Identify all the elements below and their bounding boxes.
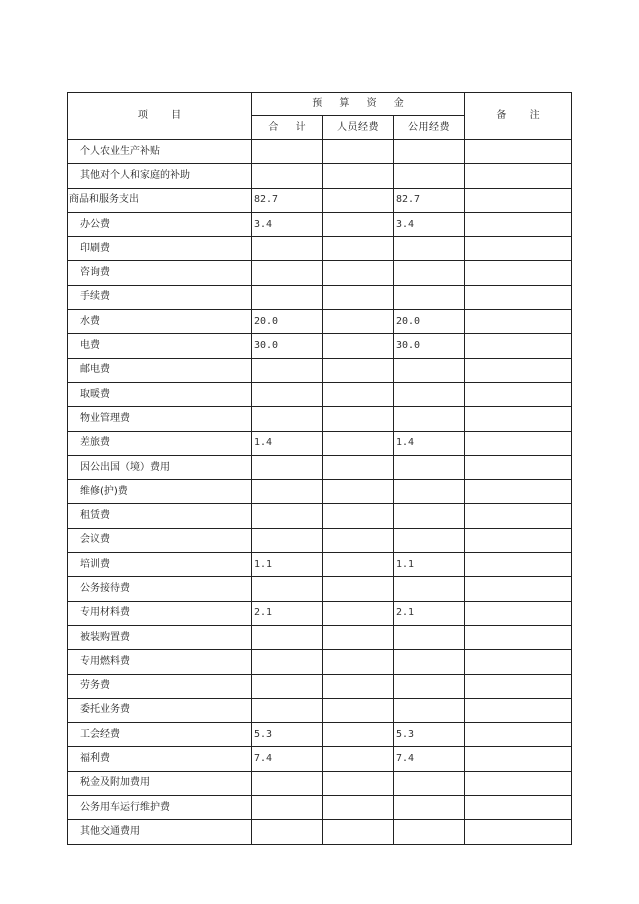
table-row [68,237,572,261]
item-cell: 租赁费 [68,504,252,528]
personnel-cell [323,747,394,771]
table-row [68,310,572,334]
public-cell [394,140,465,164]
total-cell [252,480,323,504]
item-cell: 邮电费 [68,358,252,382]
public-cell: 30.0 [394,334,465,358]
note-cell [465,334,572,358]
item-cell: 咨询费 [68,261,252,285]
personnel-cell [323,164,394,188]
total-cell [252,820,323,844]
total-cell [252,237,323,261]
total-cell [252,650,323,674]
note-cell [465,504,572,528]
personnel-cell [323,358,394,382]
table-row [68,553,572,577]
public-cell [394,261,465,285]
table-row [68,723,572,747]
public-cell [394,796,465,820]
note-cell [465,747,572,771]
item-cell: 维修(护)费 [68,480,252,504]
personnel-cell [323,528,394,552]
table-row [68,164,572,188]
public-cell [394,528,465,552]
note-cell [465,480,572,504]
header-row-1 [68,93,572,116]
table-row [68,261,572,285]
personnel-cell [323,455,394,479]
public-cell [394,237,465,261]
personnel-cell [323,407,394,431]
item-cell: 培训费 [68,553,252,577]
table-row [68,650,572,674]
public-cell: 3.4 [394,212,465,236]
note-cell [465,625,572,649]
table-row [68,382,572,406]
personnel-cell [323,310,394,334]
total-cell: 20.0 [252,310,323,334]
public-cell: 7.4 [394,747,465,771]
note-cell [465,771,572,795]
public-cell [394,820,465,844]
table-row [68,140,572,164]
public-cell [394,164,465,188]
table-row [68,504,572,528]
public-cell [394,577,465,601]
personnel-cell [323,796,394,820]
item-cell: 专用燃料费 [68,650,252,674]
personnel-cell [323,140,394,164]
total-cell: 82.7 [252,188,323,212]
note-cell [465,431,572,455]
header-total: 合 计 [252,116,323,140]
item-cell: 因公出国（境）费用 [68,455,252,479]
header-personnel: 人员经费 [323,116,394,140]
public-cell: 2.1 [394,601,465,625]
item-cell: 被装购置费 [68,625,252,649]
total-cell [252,528,323,552]
note-cell [465,261,572,285]
table-row [68,455,572,479]
table-row [68,796,572,820]
personnel-cell [323,650,394,674]
note-cell [465,140,572,164]
total-cell [252,382,323,406]
note-cell [465,528,572,552]
note-cell [465,164,572,188]
note-cell [465,698,572,722]
total-cell: 1.1 [252,553,323,577]
personnel-cell [323,261,394,285]
total-cell [252,285,323,309]
note-cell [465,188,572,212]
personnel-cell [323,553,394,577]
table-row [68,528,572,552]
note-cell [465,723,572,747]
note-cell [465,237,572,261]
total-cell [252,796,323,820]
total-cell [252,771,323,795]
item-cell: 其他对个人和家庭的补助 [68,164,252,188]
note-cell [465,407,572,431]
table-row [68,188,572,212]
personnel-cell [323,285,394,309]
table-row [68,674,572,698]
table-row [68,407,572,431]
personnel-cell [323,723,394,747]
note-cell [465,382,572,406]
personnel-cell [323,431,394,455]
total-cell [252,577,323,601]
note-cell [465,796,572,820]
total-cell: 3.4 [252,212,323,236]
item-cell: 电费 [68,334,252,358]
public-cell [394,480,465,504]
table-row [68,747,572,771]
public-cell [394,625,465,649]
note-cell [465,358,572,382]
total-cell: 7.4 [252,747,323,771]
total-cell [252,140,323,164]
item-cell: 税金及附加费用 [68,771,252,795]
item-cell: 商品和服务支出 [68,188,252,212]
table-row [68,358,572,382]
item-cell: 个人农业生产补贴 [68,140,252,164]
total-cell: 1.4 [252,431,323,455]
personnel-cell [323,212,394,236]
table-body [68,140,572,845]
public-cell [394,771,465,795]
header-budget-funds: 预 算 资 金 [252,93,465,116]
total-cell: 30.0 [252,334,323,358]
item-cell: 取暖费 [68,382,252,406]
note-cell [465,212,572,236]
item-cell: 办公费 [68,212,252,236]
total-cell [252,674,323,698]
personnel-cell [323,601,394,625]
table-row [68,771,572,795]
public-cell [394,455,465,479]
table-row [68,285,572,309]
header-public: 公用经费 [394,116,465,140]
personnel-cell [323,625,394,649]
public-cell [394,382,465,406]
personnel-cell [323,577,394,601]
table-row [68,334,572,358]
personnel-cell [323,698,394,722]
table-row [68,431,572,455]
note-cell [465,553,572,577]
item-cell: 差旅费 [68,431,252,455]
table-row [68,820,572,844]
item-cell: 手续费 [68,285,252,309]
total-cell [252,698,323,722]
item-cell: 公务用车运行维护费 [68,796,252,820]
table-row [68,480,572,504]
budget-table [67,92,572,845]
item-cell: 委托业务费 [68,698,252,722]
public-cell [394,650,465,674]
note-cell [465,674,572,698]
public-cell [394,285,465,309]
note-cell [465,577,572,601]
table-row [68,577,572,601]
total-cell: 2.1 [252,601,323,625]
item-cell: 专用材料费 [68,601,252,625]
note-cell [465,820,572,844]
total-cell [252,261,323,285]
table-row [68,212,572,236]
personnel-cell [323,820,394,844]
public-cell [394,698,465,722]
public-cell: 1.4 [394,431,465,455]
header-item: 项 目 [68,93,252,140]
total-cell [252,625,323,649]
item-cell: 会议费 [68,528,252,552]
public-cell [394,358,465,382]
note-cell [465,310,572,334]
table-row [68,698,572,722]
personnel-cell [323,382,394,406]
personnel-cell [323,504,394,528]
public-cell: 20.0 [394,310,465,334]
public-cell: 82.7 [394,188,465,212]
total-cell [252,407,323,431]
note-cell [465,601,572,625]
note-cell [465,455,572,479]
total-cell [252,455,323,479]
item-cell: 水费 [68,310,252,334]
item-cell: 物业管理费 [68,407,252,431]
public-cell [394,407,465,431]
public-cell: 1.1 [394,553,465,577]
item-cell: 印刷费 [68,237,252,261]
personnel-cell [323,674,394,698]
personnel-cell [323,480,394,504]
personnel-cell [323,334,394,358]
item-cell: 劳务费 [68,674,252,698]
item-cell: 福利费 [68,747,252,771]
total-cell [252,504,323,528]
total-cell: 5.3 [252,723,323,747]
item-cell: 其他交通费用 [68,820,252,844]
public-cell: 5.3 [394,723,465,747]
table-row [68,625,572,649]
header-note: 备 注 [465,93,572,140]
total-cell [252,164,323,188]
personnel-cell [323,771,394,795]
public-cell [394,504,465,528]
table-row [68,601,572,625]
public-cell [394,674,465,698]
note-cell [465,650,572,674]
personnel-cell [323,237,394,261]
total-cell [252,358,323,382]
note-cell [465,285,572,309]
personnel-cell [323,188,394,212]
item-cell: 工会经费 [68,723,252,747]
item-cell: 公务接待费 [68,577,252,601]
